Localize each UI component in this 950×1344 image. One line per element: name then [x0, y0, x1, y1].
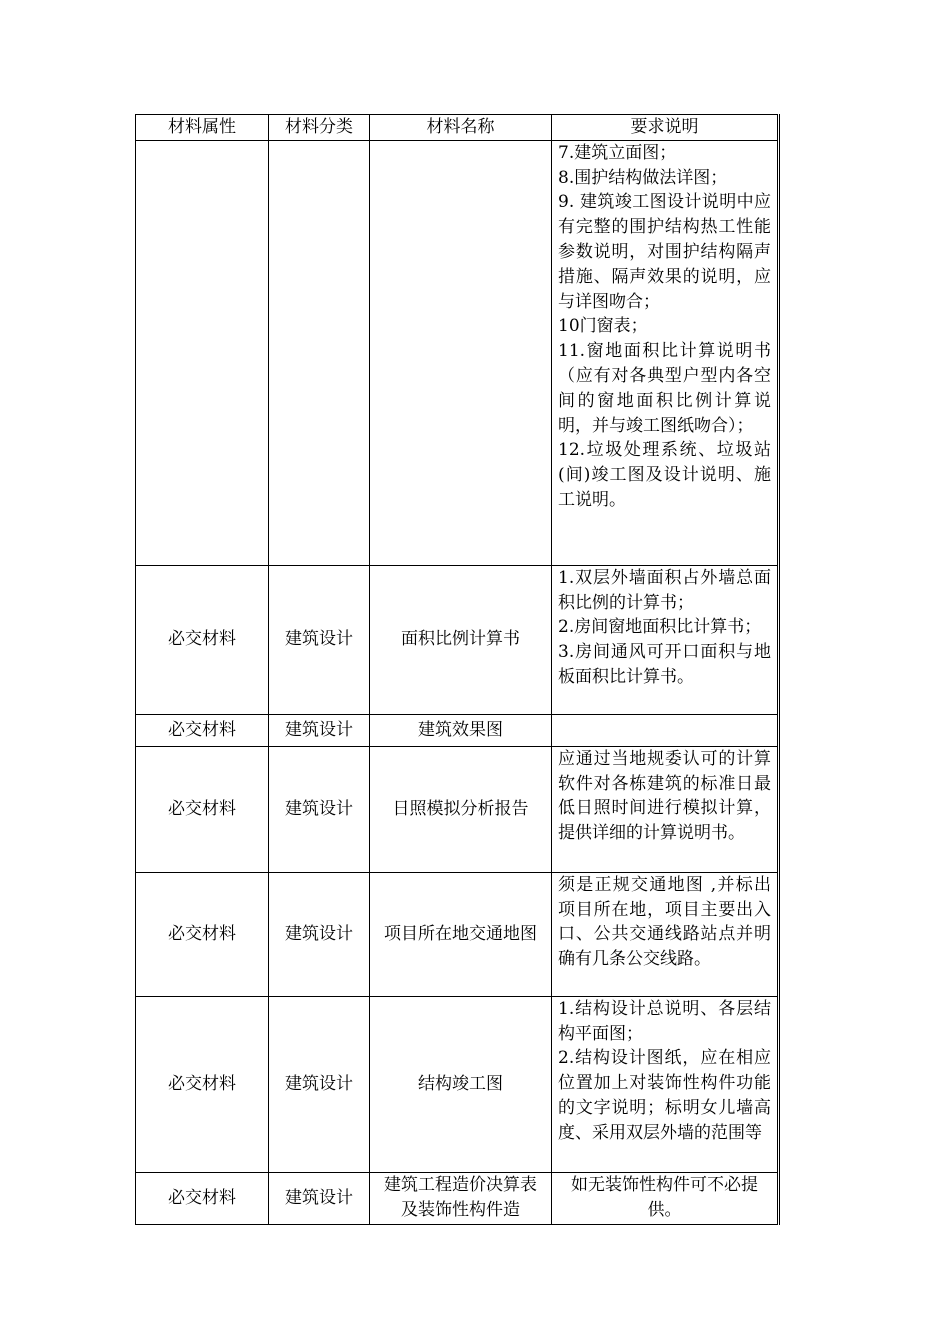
cell-requirements: 须是正规交通地图 ,并标出项目所在地，项目主要出入口、公共交通线路站点并明确有几条公交线路。 — [552, 872, 779, 996]
cell-requirements — [552, 140, 779, 565]
cell-name: 结构竣工图 — [370, 996, 552, 1172]
header-attr: 材料属性 — [136, 115, 269, 141]
cell-attr: 必交材料 — [136, 746, 269, 872]
req-line: 7.建筑立面图； — [558, 142, 677, 163]
table-row — [136, 746, 779, 872]
table-row — [136, 872, 779, 996]
req-line: 8.围护结构做法详图； — [558, 167, 728, 188]
cell-attr: 必交材料 — [136, 1172, 269, 1224]
cell-name: 建筑工程造价决算表及装饰性构件造 — [370, 1172, 552, 1224]
cell-category: 建筑设计 — [269, 1172, 370, 1224]
req-line: 2.房间窗地面积比计算书； — [558, 617, 762, 638]
req-line: 2.结构设计图纸，应在相应位置加上对装饰性构件功能的文字说明；标明女儿墙高度、采用双层外墙的范围等 — [558, 1048, 771, 1143]
req-line: 11.窗地面积比计算说明书（应有对各典型户型内各空间的窗地面积比例计算说明，并与竣工图纸吻合）； — [558, 341, 771, 436]
cell-name: 日照模拟分析报告 — [370, 746, 552, 872]
req-line: 3.房间通风可开口面积与地板面积比计算书。 — [558, 642, 771, 687]
cell-attr: 必交材料 — [136, 714, 269, 746]
requirements-table — [135, 114, 780, 1225]
cell-attr: 必交材料 — [136, 996, 269, 1172]
cell-category: 建筑设计 — [269, 714, 370, 746]
req-line: 1.双层外墙面积占外墙总面积比例的计算书； — [558, 567, 771, 613]
cell-category: 建筑设计 — [269, 872, 370, 996]
table-row — [136, 996, 779, 1172]
cell-name: 面积比例计算书 — [370, 565, 552, 714]
cell-requirements — [552, 996, 779, 1172]
header-category: 材料分类 — [269, 115, 370, 141]
cell-category — [269, 140, 370, 565]
cell-category: 建筑设计 — [269, 565, 370, 714]
cell-category: 建筑设计 — [269, 996, 370, 1172]
cell-attr: 必交材料 — [136, 565, 269, 714]
header-name: 材料名称 — [370, 115, 552, 141]
cell-name — [370, 140, 552, 565]
table-row — [136, 1172, 779, 1224]
table-row — [136, 140, 779, 565]
cell-name: 建筑效果图 — [370, 714, 552, 746]
cell-requirements: 如无装饰性构件可不必提供。 — [552, 1172, 779, 1224]
cell-name: 项目所在地交通地图 — [370, 872, 552, 996]
table-row — [136, 565, 779, 714]
req-line: 10门窗表； — [558, 316, 648, 337]
cell-attr — [136, 140, 269, 565]
header-requirements: 要求说明 — [552, 115, 779, 141]
cell-requirements: 应通过当地规委认可的计算软件对各栋建筑的标准日最低日照时间进行模拟计算，提供详细的计算说明书。 — [552, 746, 779, 872]
cell-requirements — [552, 714, 779, 746]
cell-requirements — [552, 565, 779, 714]
table-row — [136, 714, 779, 746]
table-header-row — [136, 115, 779, 141]
req-line: 9. 建筑竣工图设计说明中应有完整的围护结构热工性能参数说明，对围护结构隔声措施、隔声效果的说明，应与详图吻合； — [558, 192, 771, 312]
req-line: 1.结构设计总说明、各层结构平面图； — [558, 998, 771, 1044]
req-line: 12.垃圾处理系统、垃圾站(间)竣工图及设计说明、施工说明。 — [558, 440, 771, 510]
cell-attr: 必交材料 — [136, 872, 269, 996]
cell-category: 建筑设计 — [269, 746, 370, 872]
